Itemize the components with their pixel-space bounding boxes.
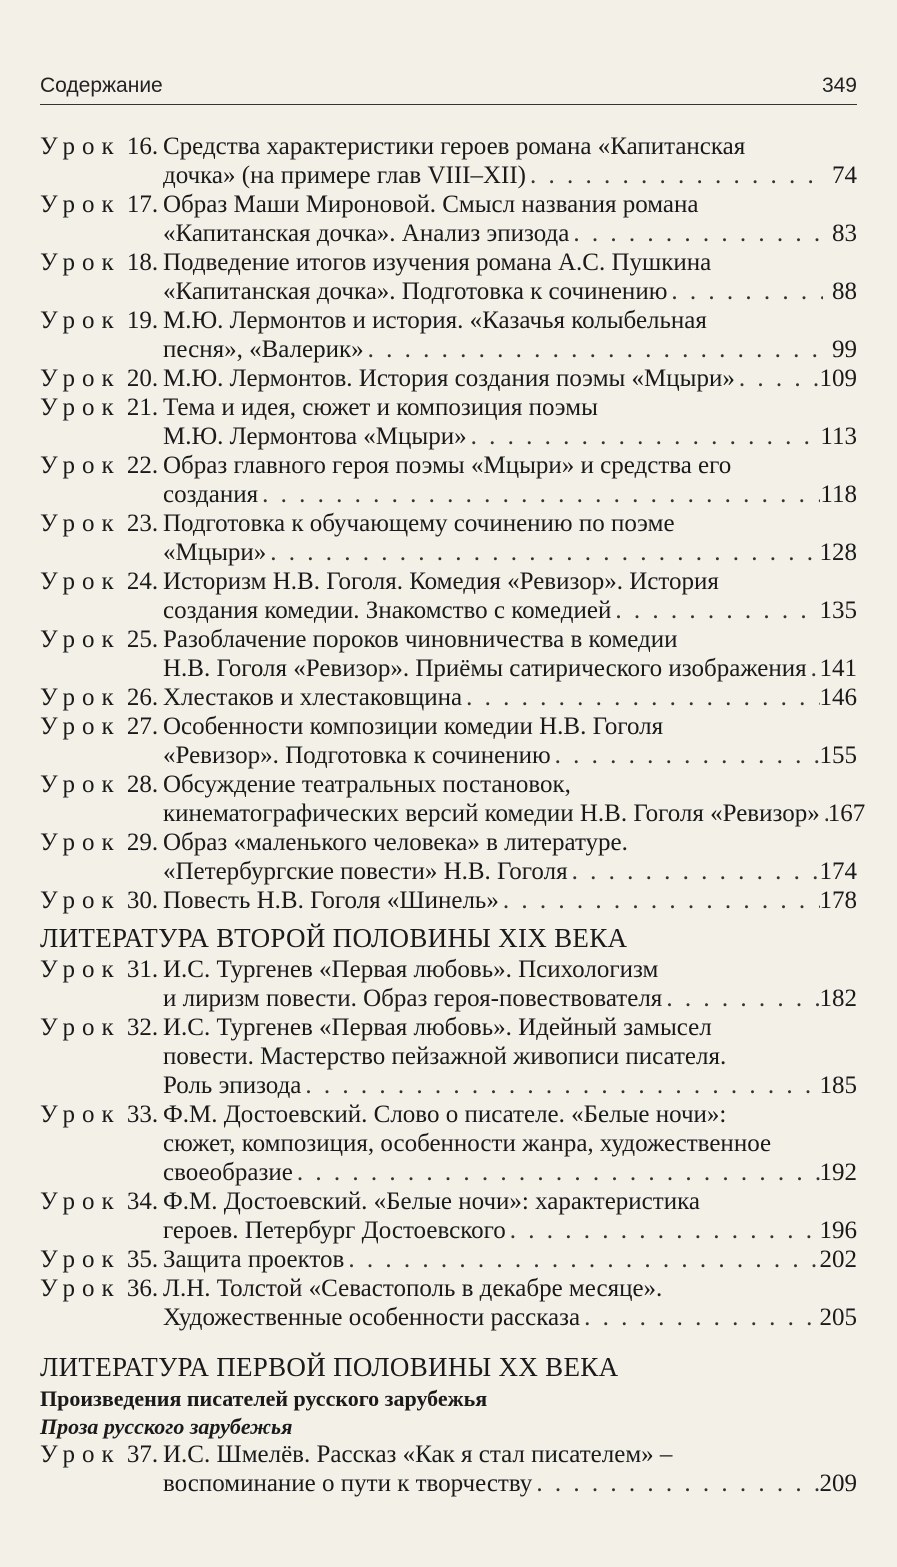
toc-entry xyxy=(40,393,857,451)
entry-page-number: 178 xyxy=(819,887,857,914)
toc-entry xyxy=(40,306,857,364)
toc-entry xyxy=(40,248,857,306)
lesson-number: 24. xyxy=(120,568,159,595)
entry-page-number: 109 xyxy=(819,365,857,392)
lesson-number: 34. xyxy=(120,1188,159,1215)
entry-page-number: 205 xyxy=(819,1304,857,1331)
lesson-word: Урок xyxy=(40,829,121,856)
toc-entry xyxy=(40,451,857,509)
dot-leader xyxy=(462,683,819,712)
lesson-word: Урок xyxy=(40,1275,121,1302)
entry-body xyxy=(163,509,857,567)
entry-title-line: «Ревизор». Подготовка к сочинению xyxy=(163,742,551,769)
dot-leader xyxy=(820,799,828,828)
entry-last-line xyxy=(163,984,857,1013)
running-header xyxy=(40,74,857,105)
entry-title-line: героев. Петербург Достоевского xyxy=(163,1217,506,1244)
entry-body xyxy=(163,364,857,393)
entry-body xyxy=(163,393,857,451)
entry-last-line xyxy=(163,1245,857,1274)
entry-title-line: «Капитанская дочка». Анализ эпизода xyxy=(163,220,570,247)
lesson-label xyxy=(40,190,163,248)
section-heading-19th-century: ЛИТЕРАТУРА ВТОРОЙ ПОЛОВИНЫ XIX ВЕКА xyxy=(40,923,628,953)
entry-title-line: воспоминание о пути к творчеству xyxy=(163,1470,533,1497)
dot-leader xyxy=(344,1245,819,1274)
dot-leader xyxy=(662,984,819,1013)
entry-title-line: М.Ю. Лермонтов и история. «Казачья колыбельная xyxy=(163,307,707,334)
toc-entry xyxy=(40,1100,857,1187)
entry-page-number: 167 xyxy=(827,800,866,827)
lesson-label xyxy=(40,770,163,828)
lesson-word: Урок xyxy=(40,684,121,711)
toc-group-3 xyxy=(40,1440,857,1498)
toc-entry xyxy=(40,886,857,915)
lesson-number: 20. xyxy=(120,365,159,392)
entry-last-line xyxy=(163,422,857,451)
entry-title-line: Защита проектов xyxy=(163,1246,345,1273)
entry-body xyxy=(163,770,866,828)
entry-title-line: Образ главного героя поэмы «Мцыри» и средства его xyxy=(163,452,732,479)
entry-title-line: и лиризм повести. Образ героя-повествователя xyxy=(163,985,663,1012)
toc-entry xyxy=(40,625,857,683)
entry-last-line xyxy=(163,480,857,509)
entry-body xyxy=(163,712,857,770)
toc-group-2 xyxy=(40,955,857,1332)
entry-title-line: Л.Н. Толстой «Севастополь в декабре месяце». xyxy=(163,1275,663,1302)
dot-leader xyxy=(301,1071,819,1100)
entry-last-line xyxy=(163,1158,857,1187)
toc-entry xyxy=(40,1245,857,1274)
entry-page-number: 202 xyxy=(819,1246,857,1273)
dot-leader xyxy=(568,857,820,886)
lesson-number: 29. xyxy=(120,829,159,856)
dot-leader xyxy=(551,741,820,770)
lesson-word: Урок xyxy=(40,133,121,160)
toc-entry xyxy=(40,770,866,828)
lesson-word: Урок xyxy=(40,249,121,276)
entry-page-number: 185 xyxy=(819,1072,857,1099)
entry-body xyxy=(163,1274,857,1332)
lesson-label xyxy=(40,509,163,567)
entry-body xyxy=(163,306,857,364)
toc-entry xyxy=(40,132,857,190)
section-heading-20th-century: ЛИТЕРАТУРА ПЕРВОЙ ПОЛОВИНЫ XX ВЕКА xyxy=(40,1352,619,1382)
entry-last-line xyxy=(163,1216,857,1245)
lesson-number: 19. xyxy=(120,307,159,334)
entry-page-number: 141 xyxy=(819,655,857,682)
lesson-word: Урок xyxy=(40,1014,121,1041)
entry-last-line xyxy=(163,538,857,567)
entry-title-line: Подведение итогов изучения романа А.С. Пушкина xyxy=(163,249,712,276)
entry-page-number: 74 xyxy=(832,162,857,189)
entry-last-line xyxy=(163,1071,857,1100)
entry-last-line xyxy=(163,654,857,683)
entry-title-line: создания xyxy=(163,481,259,508)
entry-page-number: 83 xyxy=(832,220,857,247)
toc-entry xyxy=(40,190,857,248)
dot-leader xyxy=(580,1303,819,1332)
toc-entry xyxy=(40,1440,857,1498)
lesson-number: 18. xyxy=(120,249,159,276)
entry-title-line: М.Ю. Лермонтова «Мцыри» xyxy=(163,423,467,450)
lesson-label xyxy=(40,1013,163,1100)
lesson-word: Урок xyxy=(40,887,121,914)
lesson-label xyxy=(40,683,163,712)
lesson-word: Урок xyxy=(40,452,121,479)
entry-title-line: Образ «маленького человека» в литературе. xyxy=(163,829,628,856)
entry-title-line: Ф.М. Достоевский. «Белые ночи»: характеристика xyxy=(163,1188,700,1215)
lesson-number: 26. xyxy=(120,684,159,711)
entry-title-line: Роль эпизода xyxy=(163,1072,302,1099)
lesson-label xyxy=(40,625,163,683)
entry-title-line: «Петербургские повести» Н.В. Гоголя xyxy=(163,858,568,885)
entry-body xyxy=(163,1013,857,1100)
entry-page-number: 196 xyxy=(819,1217,857,1244)
entry-title-line: Повесть Н.В. Гоголя «Шинель» xyxy=(163,887,499,914)
entry-title-line: Разоблачение пороков чиновничества в комедии xyxy=(163,626,678,653)
lesson-word: Урок xyxy=(40,191,121,218)
lesson-label xyxy=(40,1187,163,1245)
dot-leader xyxy=(266,538,819,567)
entry-body xyxy=(163,1187,857,1245)
entry-body xyxy=(163,1245,857,1274)
entry-title-line: Подготовка к обучающему сочинению по поэме xyxy=(163,510,675,537)
header-title: Содержание xyxy=(40,74,163,97)
lesson-label xyxy=(40,955,163,1013)
entry-title-line: И.С. Тургенев «Первая любовь». Идейный замысел xyxy=(163,1014,712,1041)
lesson-number: 32. xyxy=(120,1014,159,1041)
toc-entry xyxy=(40,364,857,393)
entry-title-line: «Мцыри» xyxy=(163,539,267,566)
entry-page-number: 128 xyxy=(819,539,857,566)
entry-title-line: Хлестаков и хлестаковщина xyxy=(163,684,463,711)
lesson-number: 17. xyxy=(120,191,159,218)
entry-last-line xyxy=(163,886,857,915)
toc-entry xyxy=(40,509,857,567)
lesson-label xyxy=(40,364,163,393)
entry-title-line: кинематографических версий комедии Н.В. Гоголя «Ревизор» xyxy=(163,800,820,827)
toc-entry xyxy=(40,1013,857,1100)
entry-page-number: 113 xyxy=(820,423,857,450)
entry-body xyxy=(163,955,857,1013)
lesson-number: 16. xyxy=(120,133,159,160)
entry-title-line: Обсуждение театральных постановок, xyxy=(163,771,571,798)
lesson-label xyxy=(40,712,163,770)
lesson-word: Урок xyxy=(40,394,121,421)
entry-title-line: И.С. Шмелёв. Рассказ «Как я стал писателем» – xyxy=(163,1441,673,1468)
entry-page-number: 174 xyxy=(819,858,857,885)
entry-body xyxy=(163,1100,857,1187)
lesson-word: Урок xyxy=(40,771,121,798)
lesson-number: 31. xyxy=(120,956,159,983)
lesson-word: Урок xyxy=(40,307,121,334)
lesson-number: 33. xyxy=(120,1101,159,1128)
toc-entry xyxy=(40,567,857,625)
dot-leader xyxy=(258,480,820,509)
lesson-word: Урок xyxy=(40,1188,121,1215)
entry-body xyxy=(163,886,857,915)
entry-body xyxy=(163,567,857,625)
dot-leader xyxy=(499,886,820,915)
lesson-number: 27. xyxy=(120,713,159,740)
entry-title-line: Образ Маши Мироновой. Смысл названия романа xyxy=(163,191,699,218)
entry-last-line xyxy=(163,161,857,190)
dot-leader xyxy=(364,335,823,364)
entry-title-line: Ф.М. Достоевский. Слово о писателе. «Белые ночи»: xyxy=(163,1101,727,1128)
entry-body xyxy=(163,132,857,190)
lesson-number: 36. xyxy=(120,1275,159,1302)
entry-page-number: 146 xyxy=(819,684,857,711)
dot-leader xyxy=(532,1469,819,1498)
entry-body xyxy=(163,625,857,683)
entry-page-number: 155 xyxy=(819,742,857,769)
subsubsection-heading: Проза русского зарубежья xyxy=(40,1414,293,1439)
entry-page-number: 209 xyxy=(819,1470,857,1497)
dot-leader xyxy=(611,596,819,625)
lesson-word: Урок xyxy=(40,956,121,983)
entry-last-line xyxy=(163,364,857,393)
toc-entry xyxy=(40,712,857,770)
entry-last-line xyxy=(163,683,857,712)
entry-title-line: своеобразие xyxy=(163,1159,293,1186)
entry-last-line xyxy=(163,1469,857,1498)
entry-title-line: Н.В. Гоголя «Ревизор». Приёмы сатирического изображения xyxy=(163,655,807,682)
lesson-number: 35. xyxy=(120,1246,159,1273)
entry-page-number: 118 xyxy=(820,481,857,508)
entry-last-line xyxy=(163,335,857,364)
entry-title-line: Художественные особенности рассказа xyxy=(163,1304,581,1331)
entry-page-number: 135 xyxy=(819,597,857,624)
lesson-label xyxy=(40,886,163,915)
toc-entry xyxy=(40,683,857,712)
lesson-label xyxy=(40,828,163,886)
toc-group-1 xyxy=(40,132,866,915)
entry-last-line xyxy=(163,741,857,770)
dot-leader xyxy=(735,364,820,393)
lesson-label xyxy=(40,132,163,190)
entry-title-line: создания комедии. Знакомство с комедией xyxy=(163,597,612,624)
entry-body xyxy=(163,248,857,306)
lesson-word: Урок xyxy=(40,568,121,595)
entry-last-line xyxy=(163,857,857,886)
lesson-word: Урок xyxy=(40,510,121,537)
dot-leader xyxy=(807,654,820,683)
entry-body xyxy=(163,451,857,509)
entry-last-line xyxy=(163,596,857,625)
dot-leader xyxy=(667,277,823,306)
entry-last-line xyxy=(163,219,857,248)
entry-page-number: 99 xyxy=(832,336,857,363)
lesson-label xyxy=(40,1274,163,1332)
lesson-number: 30. xyxy=(120,887,159,914)
dot-leader xyxy=(526,161,823,190)
lesson-word: Урок xyxy=(40,1246,121,1273)
entry-title-line: И.С. Тургенев «Первая любовь». Психологизм xyxy=(163,956,659,983)
lesson-label xyxy=(40,1245,163,1274)
lesson-word: Урок xyxy=(40,365,121,392)
lesson-word: Урок xyxy=(40,1441,121,1468)
lesson-word: Урок xyxy=(40,713,121,740)
entry-body xyxy=(163,683,857,712)
lesson-label xyxy=(40,567,163,625)
lesson-label xyxy=(40,451,163,509)
entry-title-line: Средства характеристики героев романа «Капитанская xyxy=(163,133,746,160)
entry-title-line: повести. Мастерство пейзажной живописи писателя. xyxy=(163,1043,727,1070)
lesson-number: 37. xyxy=(120,1441,159,1468)
dot-leader xyxy=(569,219,823,248)
lesson-number: 25. xyxy=(120,626,159,653)
lesson-label xyxy=(40,248,163,306)
entry-title-line: дочка» (на примере глав VIII–XII) xyxy=(163,162,527,189)
lesson-label xyxy=(40,1440,163,1498)
dot-leader xyxy=(467,422,821,451)
entry-title-line: «Капитанская дочка». Подготовка к сочинению xyxy=(163,278,668,305)
subsection-heading: Произведения писателей русского зарубежья xyxy=(40,1386,488,1411)
lesson-number: 23. xyxy=(120,510,159,537)
entry-last-line xyxy=(163,799,866,828)
lesson-word: Урок xyxy=(40,626,121,653)
table-of-contents xyxy=(40,132,866,1498)
lesson-word: Урок xyxy=(40,1101,121,1128)
lesson-number: 22. xyxy=(120,452,159,479)
page-number: 349 xyxy=(821,74,857,97)
entry-body xyxy=(163,1440,857,1498)
lesson-label xyxy=(40,1100,163,1187)
lesson-number: 21. xyxy=(120,394,159,421)
entry-last-line xyxy=(163,1303,857,1332)
entry-page-number: 182 xyxy=(819,985,857,1012)
toc-entry xyxy=(40,1274,857,1332)
dot-leader xyxy=(506,1216,820,1245)
entry-last-line xyxy=(163,277,857,306)
toc-entry xyxy=(40,828,857,886)
entry-title-line: Тема и идея, сюжет и композиция поэмы xyxy=(163,394,598,421)
entry-body xyxy=(163,190,857,248)
dot-leader xyxy=(293,1158,820,1187)
lesson-number: 28. xyxy=(120,771,159,798)
entry-title-line: Особенности композиции комедии Н.В. Гоголя xyxy=(163,713,664,740)
toc-entry xyxy=(40,955,857,1013)
entry-title-line: Историзм Н.В. Гоголя. Комедия «Ревизор». История xyxy=(163,568,719,595)
toc-entry xyxy=(40,1187,857,1245)
entry-title-line: М.Ю. Лермонтов. История создания поэмы «Мцыри» xyxy=(163,365,735,392)
lesson-label xyxy=(40,306,163,364)
entry-title-line: песня», «Валерик» xyxy=(163,336,364,363)
entry-page-number: 192 xyxy=(819,1159,857,1186)
entry-body xyxy=(163,828,857,886)
entry-page-number: 88 xyxy=(832,278,857,305)
entry-title-line: сюжет, композиция, особенности жанра, художественное xyxy=(163,1130,772,1157)
lesson-label xyxy=(40,393,163,451)
